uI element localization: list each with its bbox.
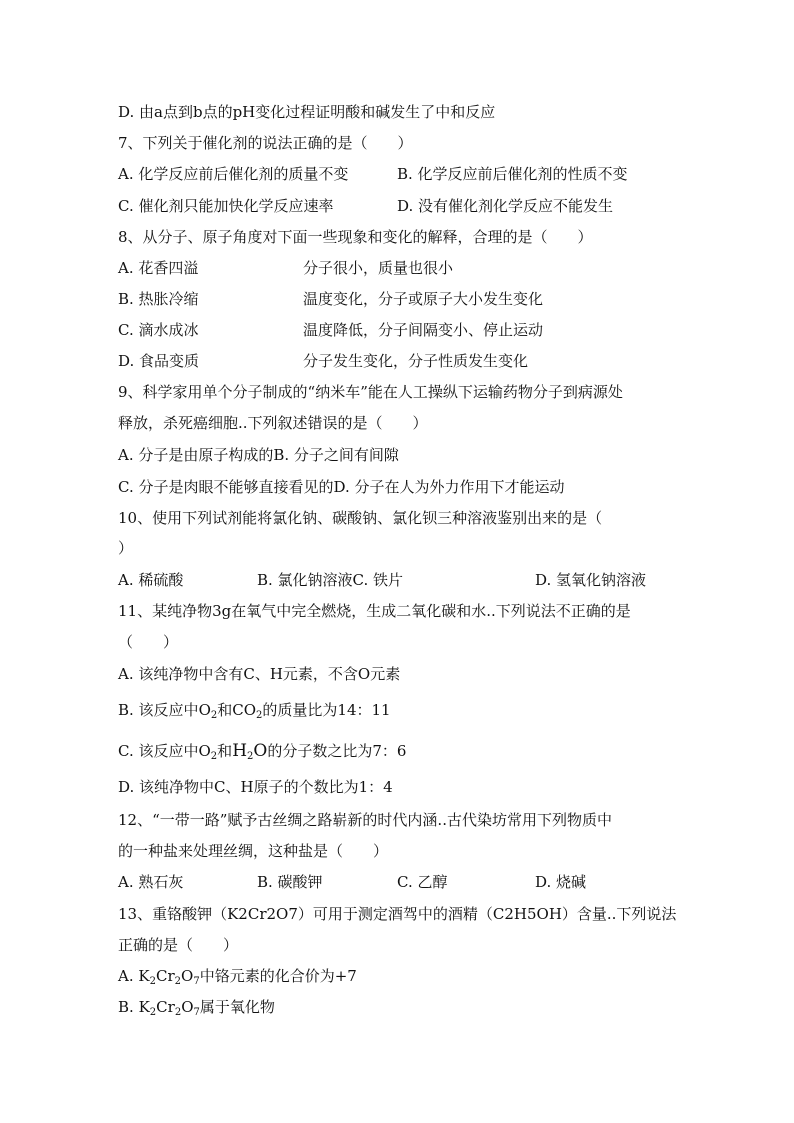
formula-k: K [138,967,150,985]
subscript: 2 [174,976,181,987]
q13-stem-line2: 正确的是（ ） [118,936,239,954]
formula-o: O [253,741,268,761]
q10-option-d: D. 氢氧化钠溶液 [535,571,647,589]
q8-option-d-explanation: 分子发生变化，分子性质发生变化 [303,352,529,370]
q12-stem-line1: 12、“一带一路”赋予古丝绸之路崭新的时代内涵..古代染坊常用下列物质中 [118,811,612,829]
q8-option-a-phenomenon: A. 花香四溢 [118,259,199,277]
q12-option-c: C. 乙醇 [397,873,448,891]
q11-option-c [118,741,406,761]
q11-stem-line1: 11、某纯净物3g在氧气中完全燃烧，生成二氧化碳和水..下列说法不正确的是 [118,602,631,620]
q9-options-cd: C. 分子是肉眼不能够直接看见的D. 分子在人为外力作用下才能运动 [118,478,565,496]
q7-option-d: D. 没有催化剂化学反应不能发生 [397,197,614,215]
q11-option-c-prefix: C. 该反应中 [118,742,199,760]
subscript: 2 [210,751,218,762]
q8-option-d-phenomenon: D. 食品变质 [118,352,200,370]
formula-o: O [198,742,211,760]
subscript: 2 [256,710,263,721]
conjunction: 和 [217,742,233,760]
option-letter: B. [118,998,139,1016]
subscript: 7 [193,1007,200,1018]
q7-option-c: C. 催化剂只能加快化学反应速率 [118,197,334,215]
q10-options-bc: B. 氯化钠溶液C. 铁片 [257,571,404,589]
subscript: 2 [149,976,156,987]
q9-stem-line2: 释放，杀死癌细胞..下列叙述错误的是（ ） [118,414,428,432]
q12-option-a: A. 熟石灰 [118,873,184,891]
q7-option-b: B. 化学反应前后催化剂的性质不变 [397,165,628,183]
q10-stem-line1: 10、使用下列试剂能将氯化钠、碳酸钠、氯化钡三种溶液鉴别出来的是（ [118,509,603,527]
q7-stem: 7、下列关于催化剂的说法正确的是（ ） [118,134,413,152]
q7-option-a: A. 化学反应前后催化剂的质量不变 [118,165,349,183]
subscript: 2 [174,1007,182,1018]
q8-option-c-explanation: 温度降低，分子间隔变小、停止运动 [303,321,544,339]
q11-option-d: D. 该纯净物中C、H原子的个数比为1：4 [118,778,393,796]
q12-stem-line2: 的一种盐来处理丝绸，这种盐是（ ） [118,842,389,860]
q13-option-a-suffix: 中铬元素的化合价为+7 [199,967,357,985]
q8-option-c-phenomenon: C. 滴水成冰 [118,321,199,339]
subscript: 2 [247,751,254,762]
formula-o: O [198,701,211,719]
formula-k: K [138,998,150,1016]
formula-cr: Cr [155,967,175,985]
q11-option-b-suffix: 的质量比为14：11 [262,701,391,719]
formula-o: O [181,998,194,1016]
q11-option-b [118,700,391,720]
q12-option-d: D. 烧碱 [535,873,587,891]
q10-option-a: A. 稀硫酸 [118,571,184,589]
q8-option-b-phenomenon: B. 热胀冷缩 [118,290,199,308]
subscript: 2 [149,1007,157,1018]
q8-option-b-explanation: 温度变化，分子或原子大小发生变化 [303,290,544,308]
q9-options-ab: A. 分子是由原子构成的B. 分子之间有间隙 [118,446,399,464]
formula-cr: Cr [156,998,175,1016]
formula-o: O [181,967,194,985]
subscript: 2 [210,710,218,721]
q11-option-b-prefix: B. 该反应中 [118,701,199,719]
q10-stem-line2: ） [118,539,134,557]
q13-option-b [118,997,275,1017]
q8-option-a-explanation: 分子很小，质量也很小 [303,259,454,277]
q12-option-b: B. 碳酸钾 [257,873,323,891]
formula-h: H [232,741,248,761]
formula-co: CO [232,701,257,719]
q11-option-c-suffix: 的分子数之比为7：6 [267,742,407,760]
q8-stem: 8、从分子、原子角度对下面一些现象和变化的解释，合理的是（ ） [118,228,593,246]
q9-stem-line1: 9、科学家用单个分子制成的“纳米车”能在人工操纵下运输药物分子到病源处 [118,383,623,401]
q11-stem-line2: （ ） [118,633,179,651]
option-letter: A. [118,967,139,985]
q6-option-d: D. 由a点到b点的pH变化过程证明酸和碱发生了中和反应 [118,103,496,121]
subscript: 7 [193,976,200,987]
conjunction: 和 [217,701,233,719]
q13-option-a [118,966,357,986]
q13-stem-line1: 13、重铬酸钾（K2Cr2O7）可用于测定酒驾中的酒精（C2H5OH）含量..下列说法 [118,905,677,923]
q13-option-b-suffix: 属于氧化物 [199,998,275,1016]
q11-option-a: A. 该纯净物中含有C、H元素，不含O元素 [118,665,401,683]
